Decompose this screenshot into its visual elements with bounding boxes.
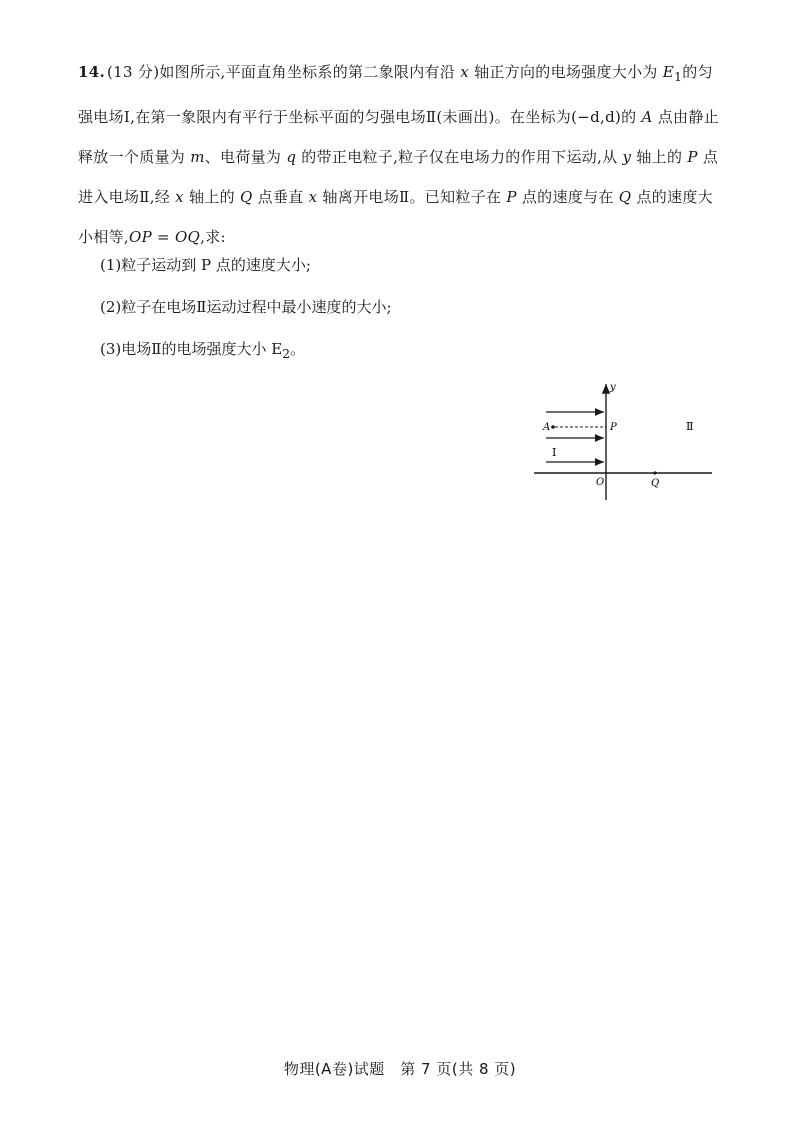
stem-text: 点垂直 [257, 188, 304, 206]
var-Q: Q [239, 188, 253, 206]
equation-op-oq: OP = OQ [128, 228, 201, 246]
label-Q: Q [651, 478, 660, 489]
var-Q: Q [618, 188, 632, 206]
label-region-II: Ⅱ [686, 420, 694, 433]
question-number: 14. [78, 63, 105, 81]
subquestion-3-subscript: 2 [282, 346, 291, 361]
stem-text: ,求: [200, 228, 226, 246]
point-Q [653, 471, 656, 474]
var-x: x [460, 63, 469, 81]
var-m: m [190, 148, 205, 166]
label-P: P [610, 422, 617, 433]
subquestion-2: (2)粒子在电场Ⅱ运动过程中最小速度的大小; [100, 298, 392, 316]
var-A: A [641, 108, 653, 126]
label-A: A [543, 422, 551, 433]
var-P: P [506, 188, 517, 206]
var-E1: E [662, 63, 674, 81]
label-region-I: Ⅰ [552, 446, 557, 459]
question-14 [78, 52, 723, 257]
field-diagram [534, 378, 714, 508]
var-q: q [286, 148, 297, 166]
stem-text: 点进入电场Ⅱ,经 [78, 148, 719, 206]
page-footer: 物理(A卷)试题 第 7 页(共 8 页) [283, 1060, 517, 1078]
stem-text: 如图所示,平面直角坐标系的第二象限内有沿 [159, 63, 456, 81]
stem-text: 轴上的 [636, 148, 683, 166]
question-stem [78, 52, 723, 257]
stem-text: 轴上的 [189, 188, 235, 206]
stem-text: 点的速度大小相等, [78, 188, 713, 246]
var-E1-subscript: 1 [674, 69, 683, 84]
var-y: y [622, 148, 632, 166]
var-x: x [308, 188, 318, 206]
var-P: P [687, 148, 698, 166]
point-A [551, 425, 555, 429]
question-points: (13 分) [107, 63, 160, 81]
stem-text: 点的速度与在 [521, 188, 614, 206]
subquestion-3-end: 。 [290, 340, 306, 358]
var-x: x [175, 188, 184, 206]
subquestion-1: (1)粒子运动到 P 点的速度大小; [100, 256, 311, 274]
label-O: O [596, 477, 605, 488]
stem-text: 的匀强电场Ⅰ,在第一象限内有平行于坐标平面的匀强电场Ⅱ(未画出)。在坐标为(−d,d)的 [78, 63, 713, 126]
stem-text: 的带正电粒子,粒子仅在电场力的作用下运动,从 [301, 148, 618, 166]
y-axis-label: y [610, 382, 616, 393]
stem-text: 点由静止释放一个质量为 [78, 108, 719, 166]
stem-text: 轴离开电场Ⅱ。已知粒子在 [322, 188, 502, 206]
stem-text: 、电荷量为 [204, 148, 282, 166]
stem-text: 轴正方向的电场强度大小为 [474, 63, 658, 81]
subquestion-3 [100, 338, 305, 361]
subquestion-3-text: (3)电场Ⅱ的电场强度大小 E [100, 340, 283, 358]
